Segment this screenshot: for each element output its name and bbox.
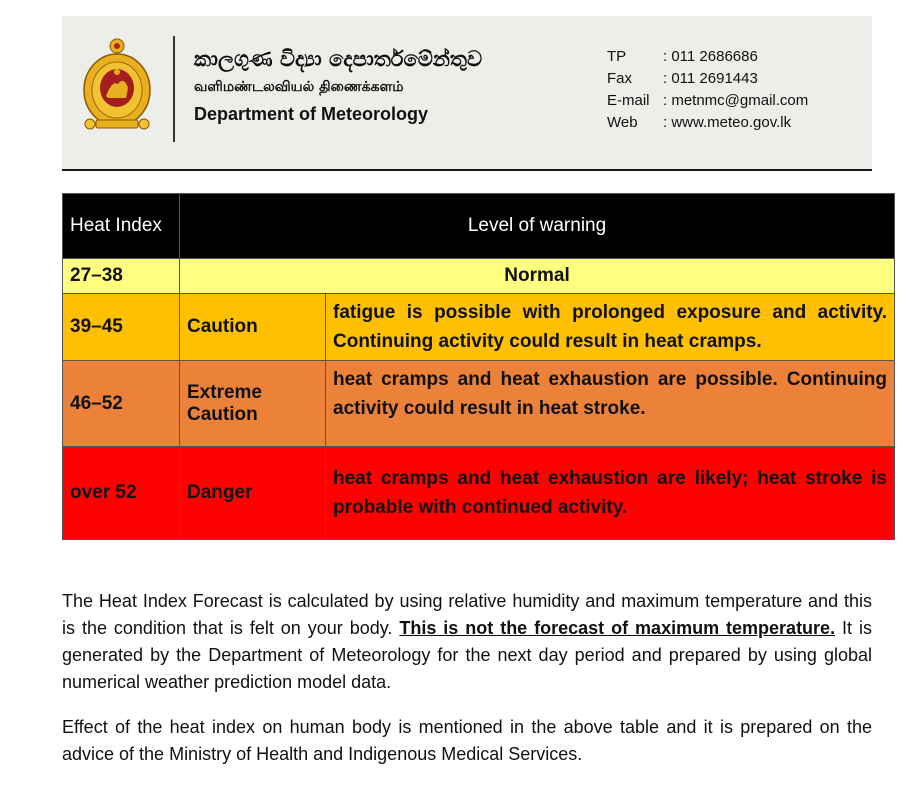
level-cell: Danger [180,447,326,540]
contact-info [607,46,808,134]
contact-web: Web : www.meteo.gov.lk [607,114,792,131]
table-header-row [63,194,895,259]
table-row [63,294,895,361]
org-name-english: Department of Meteorology [194,104,429,124]
heat-index-table [62,193,895,540]
contact-tp: TP : 011 2686686 [607,48,758,65]
header-divider [173,36,175,142]
org-name-tamil: வளிமண்டலவியல் திணைக்களம் [194,79,404,95]
org-name-sinhala: කාලගුණ විද්‍යා දෙපාර්තමේන්තුව [194,46,483,71]
organization-names [194,46,482,126]
sri-lanka-emblem-icon [82,36,152,136]
letterhead [62,16,872,171]
range-cell: 27–38 [63,259,180,294]
range-cell: over 52 [63,447,180,540]
range-cell: 39–45 [63,294,180,361]
description-cell: fatigue is possible with prolonged exposure and activity. Continuing activity could result in heat cramps. [326,294,895,361]
table-row [63,259,895,294]
table-row [63,447,895,540]
level-cell: Caution [180,294,326,361]
heat-index-header: Heat Index [63,194,180,259]
level-cell: Normal [180,259,895,294]
paragraph-effect: Effect of the heat index on human body is mentioned in the above table and it is prepared on the advice of the Ministry of Health and Indigenous Medical Services. [62,717,872,764]
table-row [63,361,895,447]
range-cell: 46–52 [63,361,180,447]
description-cell: heat cramps and heat exhaustion are likely; heat stroke is probable with continued activity. [326,447,895,540]
description-cell: heat cramps and heat exhaustion are possible. Continuing activity could result in heat stroke. [326,361,895,447]
contact-email: E-mail : metnmc@gmail.com [607,92,809,109]
emphasis-not-max-temp: This is not the forecast of maximum temperature. [399,618,836,638]
contact-fax: Fax : 011 2691443 [607,70,758,87]
paragraph-heat-index-forecast: The Heat Index Forecast is calculated by using relative humidity and maximum temperature and this is the condition that is felt on your body. This is not the forecast of maximum temperature. It is generated by the Department of Meteorology for the next day period and prepared by using global numerical weather prediction model data. [62,591,872,692]
explanatory-text [62,588,872,786]
level-cell: Extreme Caution [180,361,326,447]
level-of-warning-header: Level of warning [180,194,895,259]
